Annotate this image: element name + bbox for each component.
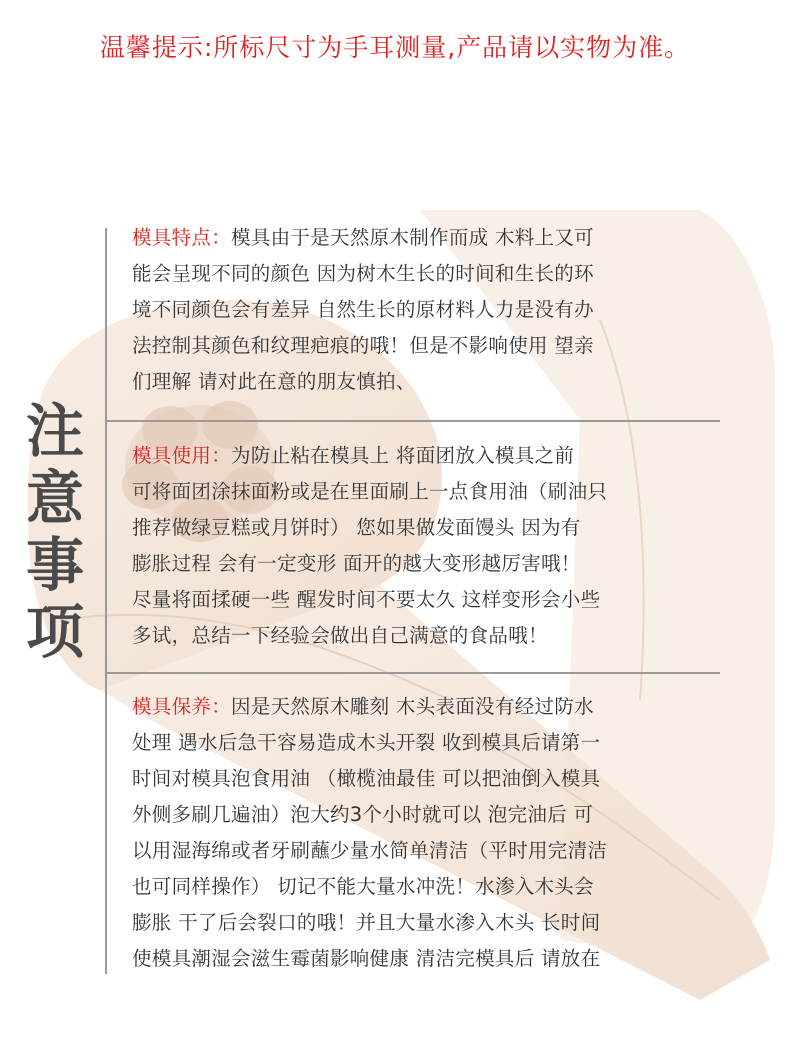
section-line bbox=[132, 438, 732, 474]
section-line: 尽量将面揉硬一些 醒发时间不要太久 这样变形会小些 bbox=[132, 588, 601, 611]
side-title-char: 意 bbox=[25, 464, 84, 532]
section-line: 时间对模具泡食用油 （橄榄油最佳 可以把油倒入模具 bbox=[132, 767, 601, 790]
section-line: 多试，总结一下经验会做出自己满意的食品哦！ bbox=[132, 624, 548, 647]
section-line: 也可同样操作） 切记不能大量水冲洗！水渗入木头会 bbox=[132, 875, 594, 898]
section-maintenance bbox=[132, 689, 732, 977]
section-features bbox=[132, 220, 732, 400]
section-line: 们理解 请对此在意的朋友慎拍、 bbox=[132, 370, 416, 393]
section-divider bbox=[105, 672, 720, 674]
side-title-char: 项 bbox=[25, 598, 84, 666]
section-text: 因是天然原木雕刻 木头表面没有经过防水 bbox=[231, 695, 594, 718]
section-line bbox=[132, 220, 732, 256]
section-divider bbox=[105, 420, 720, 422]
section-line: 能会呈现不同的颜色 因为树木生长的时间和生长的环 bbox=[132, 262, 594, 285]
side-title-char: 事 bbox=[25, 531, 84, 599]
section-line bbox=[132, 689, 732, 725]
section-line: 以用湿海绵或者牙刷蘸少量水简单清洁（平时用完清洁 bbox=[132, 839, 608, 862]
section-text: 为防止粘在模具上 将面团放入模具之前 bbox=[231, 444, 575, 467]
section-line: 外侧多刷几遍油）泡大约3个小时就可以 泡完油后 可 bbox=[132, 803, 594, 826]
section-label: 模具使用： bbox=[132, 444, 232, 467]
section-line: 可将面团涂抹面粉或是在里面刷上一点食用油（刷油只 bbox=[132, 480, 608, 503]
section-usage bbox=[132, 438, 732, 654]
notice-banner: 温馨提示:所标尺寸为手耳测量,产品请以实物为准。 bbox=[99, 33, 691, 62]
section-line: 处理 遇水后急干容易造成木头开裂 收到模具后请第一 bbox=[132, 731, 601, 754]
section-label: 模具保养： bbox=[132, 695, 232, 718]
section-line: 境不同颜色会有差异 自然生长的原材料人力是没有办 bbox=[132, 298, 594, 321]
side-title-char: 注 bbox=[25, 397, 84, 465]
section-line: 膨胀 干了后会裂口的哦！并且大量水渗入木头 长时间 bbox=[132, 911, 601, 934]
section-text: 模具由于是天然原木制作而成 木料上又可 bbox=[231, 226, 594, 249]
section-line: 膨胀过程 会有一定变形 面开的越大变形越厉害哦！ bbox=[132, 552, 581, 575]
side-title bbox=[20, 398, 90, 666]
section-line: 法控制其颜色和纹理疤痕的哦！但是不影响使用 望亲 bbox=[132, 334, 594, 357]
section-label: 模具特点： bbox=[132, 226, 232, 249]
section-line: 推荐做绿豆糕或月饼时） 您如果做发面馒头 因为有 bbox=[132, 516, 581, 539]
vertical-divider bbox=[105, 228, 107, 974]
section-line: 使模具潮湿会滋生霉菌影响健康 清洁完模具后 请放在 bbox=[132, 947, 601, 970]
